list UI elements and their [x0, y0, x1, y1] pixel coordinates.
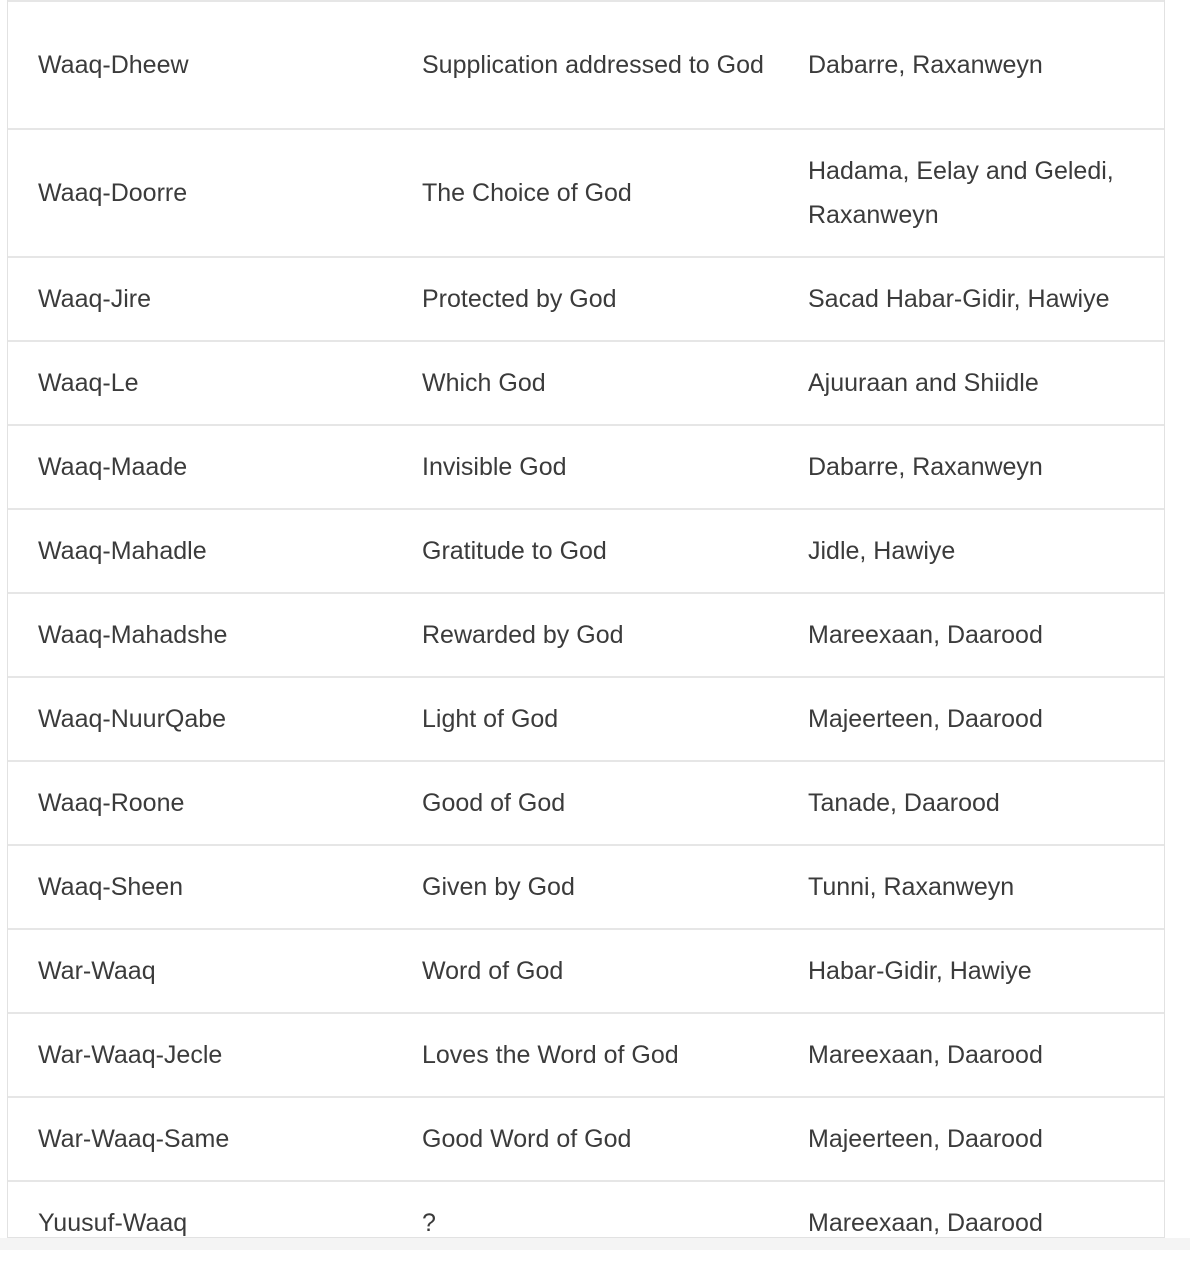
name-cell: Waaq-Mahadle: [8, 509, 392, 593]
meaning-cell: Rewarded by God: [392, 593, 778, 677]
name-cell: Waaq-NuurQabe: [8, 677, 392, 761]
table-row: [8, 677, 1164, 761]
meaning-cell: Good of God: [392, 761, 778, 845]
table-row: [8, 257, 1164, 341]
table-row: [8, 1097, 1164, 1181]
table-row: [8, 341, 1164, 425]
meaning-cell: Invisible God: [392, 425, 778, 509]
name-cell: War-Waaq-Jecle: [8, 1013, 392, 1097]
clan-cell: Jidle, Hawiye: [778, 509, 1164, 593]
table-row: [8, 845, 1164, 929]
table-row: [8, 1181, 1164, 1264]
clan-cell: Sacad Habar-Gidir, Hawiye: [778, 257, 1164, 341]
name-cell: Yuusuf-Waaq: [38, 1209, 188, 1237]
name-cell: War-Waaq-Same: [8, 1097, 392, 1181]
meaning-cell: Word of God: [392, 929, 778, 1013]
name-cell: Waaq-Dheew: [8, 1, 392, 129]
meaning-cell: Good Word of God: [392, 1097, 778, 1181]
name-cell: Waaq-Doorre: [8, 129, 392, 257]
clan-cell: Hadama, Eelay and Geledi, Raxanweyn: [778, 129, 1164, 257]
clan-cell: Majeerteen, Daarood: [778, 677, 1164, 761]
name-cell: Waaq-Roone: [8, 761, 392, 845]
table-row: [8, 129, 1164, 257]
table-row: [8, 1013, 1164, 1097]
meaning-cell: Light of God: [392, 677, 778, 761]
table-row: [8, 929, 1164, 1013]
meaning-cell: Supplication addressed to God: [392, 1, 778, 129]
clan-cell: Mareexaan, Daarood: [808, 1209, 1043, 1237]
clan-cell: Mareexaan, Daarood: [778, 593, 1164, 677]
clan-cell: Majeerteen, Daarood: [778, 1097, 1164, 1181]
name-cell: Waaq-Mahadshe: [8, 593, 392, 677]
name-cell: Waaq-Maade: [8, 425, 392, 509]
name-cell: Waaq-Le: [8, 341, 392, 425]
meaning-cell: The Choice of God: [392, 129, 778, 257]
names-table: [8, 0, 1164, 1264]
table-row: [8, 1, 1164, 129]
clan-cell: Ajuuraan and Shiidle: [778, 341, 1164, 425]
meaning-cell: Protected by God: [392, 257, 778, 341]
table-row: [8, 593, 1164, 677]
clan-cell: Tunni, Raxanweyn: [778, 845, 1164, 929]
name-cell: War-Waaq: [8, 929, 392, 1013]
table-row: [8, 509, 1164, 593]
meaning-cell: Loves the Word of God: [392, 1013, 778, 1097]
meaning-cell: ?: [422, 1209, 436, 1237]
clan-cell: Mareexaan, Daarood: [778, 1013, 1164, 1097]
clan-cell: Tanade, Daarood: [778, 761, 1164, 845]
meaning-cell: Given by God: [392, 845, 778, 929]
meaning-cell: Gratitude to God: [392, 509, 778, 593]
meaning-cell: Which God: [392, 341, 778, 425]
table-row: [8, 761, 1164, 845]
name-cell: Waaq-Sheen: [8, 845, 392, 929]
clan-cell: Dabarre, Raxanweyn: [778, 1, 1164, 129]
table-row: [8, 425, 1164, 509]
clan-cell: Habar-Gidir, Hawiye: [778, 929, 1164, 1013]
clan-cell: Dabarre, Raxanweyn: [778, 425, 1164, 509]
name-cell: Waaq-Jire: [8, 257, 392, 341]
